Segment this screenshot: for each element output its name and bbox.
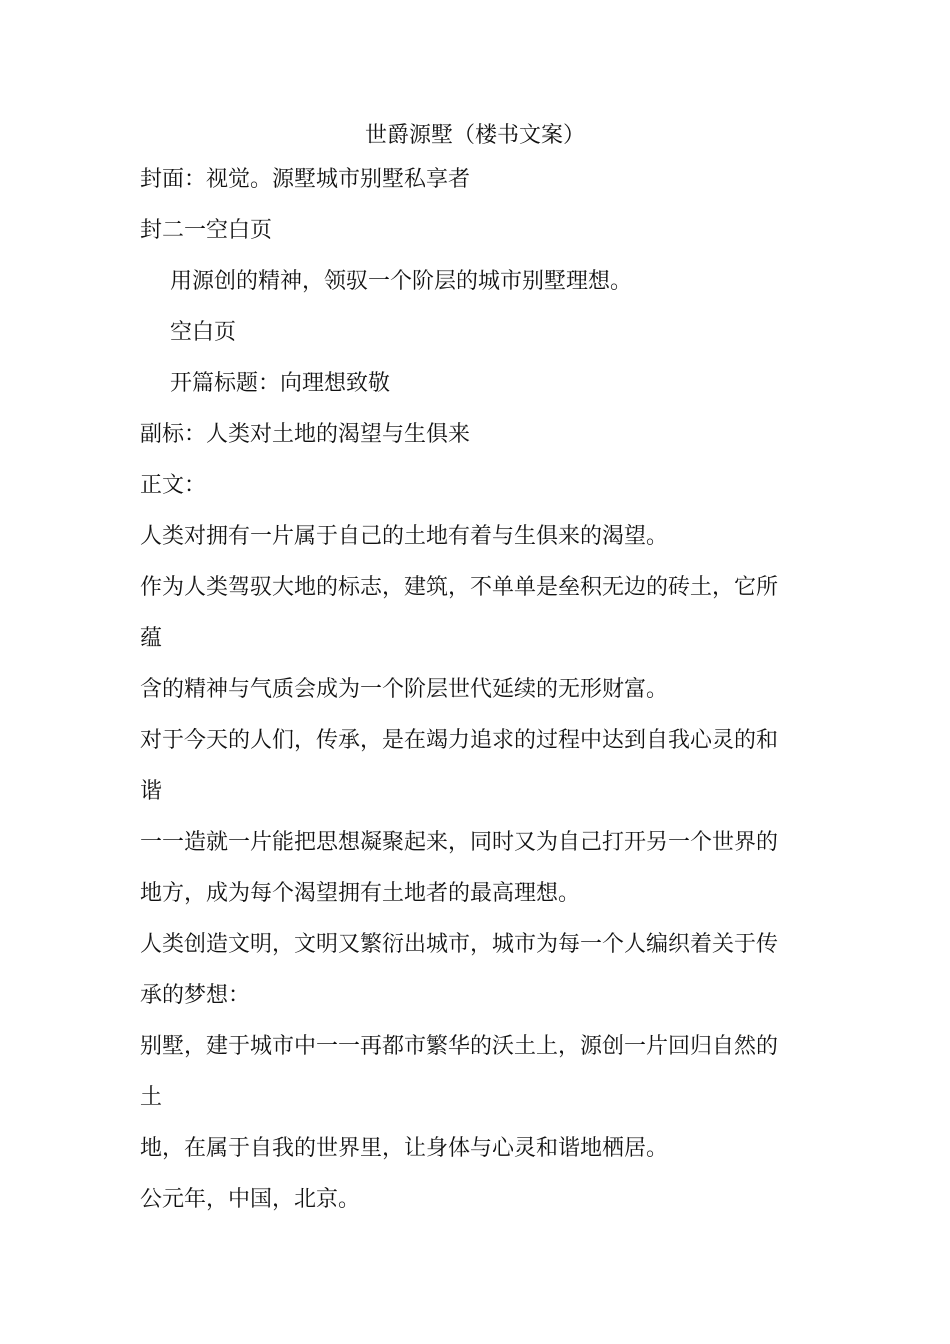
body-paragraph-line: 人类创造文明，文明又繁衍出城市，城市为每一个人编织着关于传 <box>140 932 779 957</box>
body-paragraph-line: 土 <box>140 1085 163 1110</box>
inside-cover-line: 封二一空白页 <box>140 218 273 243</box>
body-paragraph-line: 作为人类驾驭大地的标志，建筑，不单单是垒积无边的砖土，它所 <box>140 575 779 600</box>
date-location-line: 公元年，中国，北京。 <box>140 1187 361 1212</box>
document-body <box>140 162 810 1233</box>
body-paragraph-line: 地方，成为每个渴望拥有土地者的最高理想。 <box>140 881 581 906</box>
opening-title-line: 开篇标题：向理想致敬 <box>170 371 391 396</box>
subtitle-line: 副标：人类对土地的渴望与生俱来 <box>140 422 471 447</box>
body-paragraph-line: 谐 <box>140 779 163 804</box>
document-title: 世爵源墅（楼书文案） <box>364 123 585 148</box>
body-paragraph-line: 承的梦想： <box>140 983 251 1008</box>
body-paragraph-line: 一一造就一片能把思想凝聚起来，同时又为自己打开另一个世界的 <box>140 830 779 855</box>
body-paragraph-line: 含的精神与气质会成为一个阶层世代延续的无形财富。 <box>140 677 669 702</box>
body-paragraph-line: 别墅，建于城市中一一再都市繁华的沃土上，源创一片回归自然的 <box>140 1034 779 1059</box>
slogan-line: 用源创的精神，领驭一个阶层的城市别墅理想。 <box>170 269 633 294</box>
blank-page-line: 空白页 <box>170 320 237 345</box>
body-paragraph-line: 蕴 <box>140 626 163 651</box>
body-paragraph-line: 人类对拥有一片属于自己的土地有着与生俱来的渴望。 <box>140 524 669 549</box>
body-paragraph-line: 地，在属于自我的世界里，让身体与心灵和谐地栖居。 <box>140 1136 669 1161</box>
body-label-line: 正文： <box>140 473 207 498</box>
cover-line: 封面：视觉。源墅城市别墅私享者 <box>140 167 471 192</box>
body-paragraph-line: 对于今天的人们，传承，是在竭力追求的过程中达到自我心灵的和 <box>140 728 779 753</box>
